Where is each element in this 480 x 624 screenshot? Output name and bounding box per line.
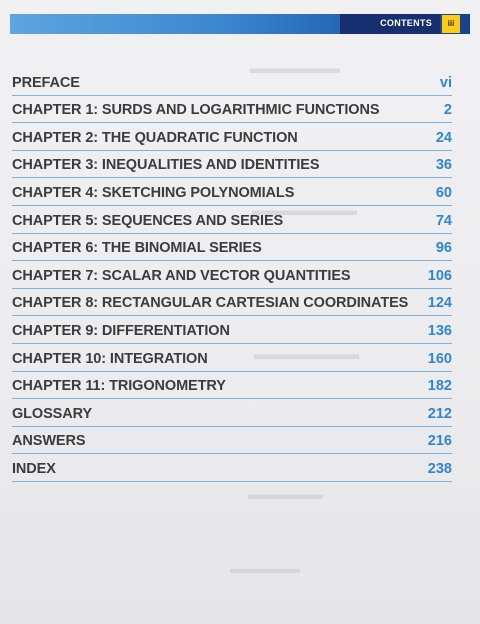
toc-entry-page-number: 106 — [427, 267, 452, 284]
toc-entry-page-number: 216 — [427, 433, 452, 450]
toc-entry-page-number: 212 — [427, 405, 452, 422]
toc-entry-page-number: 2 — [443, 102, 452, 119]
toc-entry — [12, 316, 452, 344]
show-through-heading: ▬▬▬▬▬▬▬ — [252, 202, 357, 219]
toc-entry-title: ANSWERS — [12, 433, 86, 450]
toc-entry — [12, 178, 452, 206]
toc-entry — [12, 427, 452, 455]
toc-entry-title: CHAPTER 4: SKETCHING POLYNOMIALS — [12, 184, 295, 201]
show-through-heading: ▬▬▬▬▬ — [230, 560, 300, 576]
toc-entry-title: CHAPTER 1: SURDS AND LOGARITHMIC FUNCTIONS — [12, 102, 380, 119]
toc-entry — [12, 454, 452, 482]
toc-entry-title: CHAPTER 9: DIFFERENTIATION — [12, 322, 230, 339]
toc-entry — [12, 151, 452, 179]
toc-entry — [12, 344, 452, 372]
toc-entry-page-number: 36 — [435, 157, 452, 174]
toc-entry-page-number: 124 — [427, 295, 452, 312]
toc-entry — [12, 372, 452, 400]
show-through-heading: ▬▬▬▬▬▬ — [250, 60, 340, 77]
toc-entry — [12, 123, 452, 151]
toc-entry-title: GLOSSARY — [12, 405, 93, 422]
toc-entry — [12, 261, 452, 289]
toc-entry-title: CHAPTER 11: TRIGONOMETRY — [12, 378, 226, 395]
toc-entry-page-number: 160 — [427, 350, 452, 367]
toc-entry-page-number: 60 — [435, 184, 452, 201]
toc-entry — [12, 206, 452, 234]
toc-entry-page-number: 136 — [427, 322, 452, 339]
toc-entry-page-number: 96 — [435, 240, 452, 257]
toc-entry-title: CHAPTER 8: RECTANGULAR CARTESIAN COORDINATES — [12, 295, 409, 312]
toc-entry-title: INDEX — [12, 460, 56, 477]
toc-entry-title: CHAPTER 2: THE QUADRATIC FUNCTION — [12, 129, 298, 146]
page-number-badge: iii — [442, 15, 460, 33]
show-through-heading: ▬▬▬▬▬▬▬ — [254, 346, 359, 363]
toc-entry-page-number: 238 — [427, 460, 452, 477]
toc-entry-page-number: 74 — [435, 212, 452, 229]
toc-entry — [12, 234, 452, 262]
toc-entry-title: PREFACE — [12, 74, 80, 91]
table-of-contents — [12, 68, 452, 482]
toc-entry-title: CHAPTER 7: SCALAR AND VECTOR QUANTITIES — [12, 267, 351, 284]
toc-entry-page-number: 24 — [435, 129, 452, 146]
toc-entry — [12, 289, 452, 317]
header-section-label: CONTENTS — [380, 18, 432, 28]
header-bar — [10, 14, 470, 34]
toc-entry-title: CHAPTER 5: SEQUENCES AND SERIES — [12, 212, 284, 229]
toc-entry — [12, 96, 452, 124]
toc-entry — [12, 68, 452, 96]
toc-entry-page-number: 182 — [427, 378, 452, 395]
toc-entry — [12, 399, 452, 427]
toc-entry-page-number: vi — [439, 74, 452, 91]
toc-entry-title: CHAPTER 3: INEQUALITIES AND IDENTITIES — [12, 157, 320, 174]
toc-entry-title: CHAPTER 6: THE BINOMIAL SERIES — [12, 240, 262, 257]
toc-entry-title: CHAPTER 10: INTEGRATION — [12, 350, 208, 367]
show-through-heading: ▬▬▬▬▬ — [248, 486, 323, 503]
